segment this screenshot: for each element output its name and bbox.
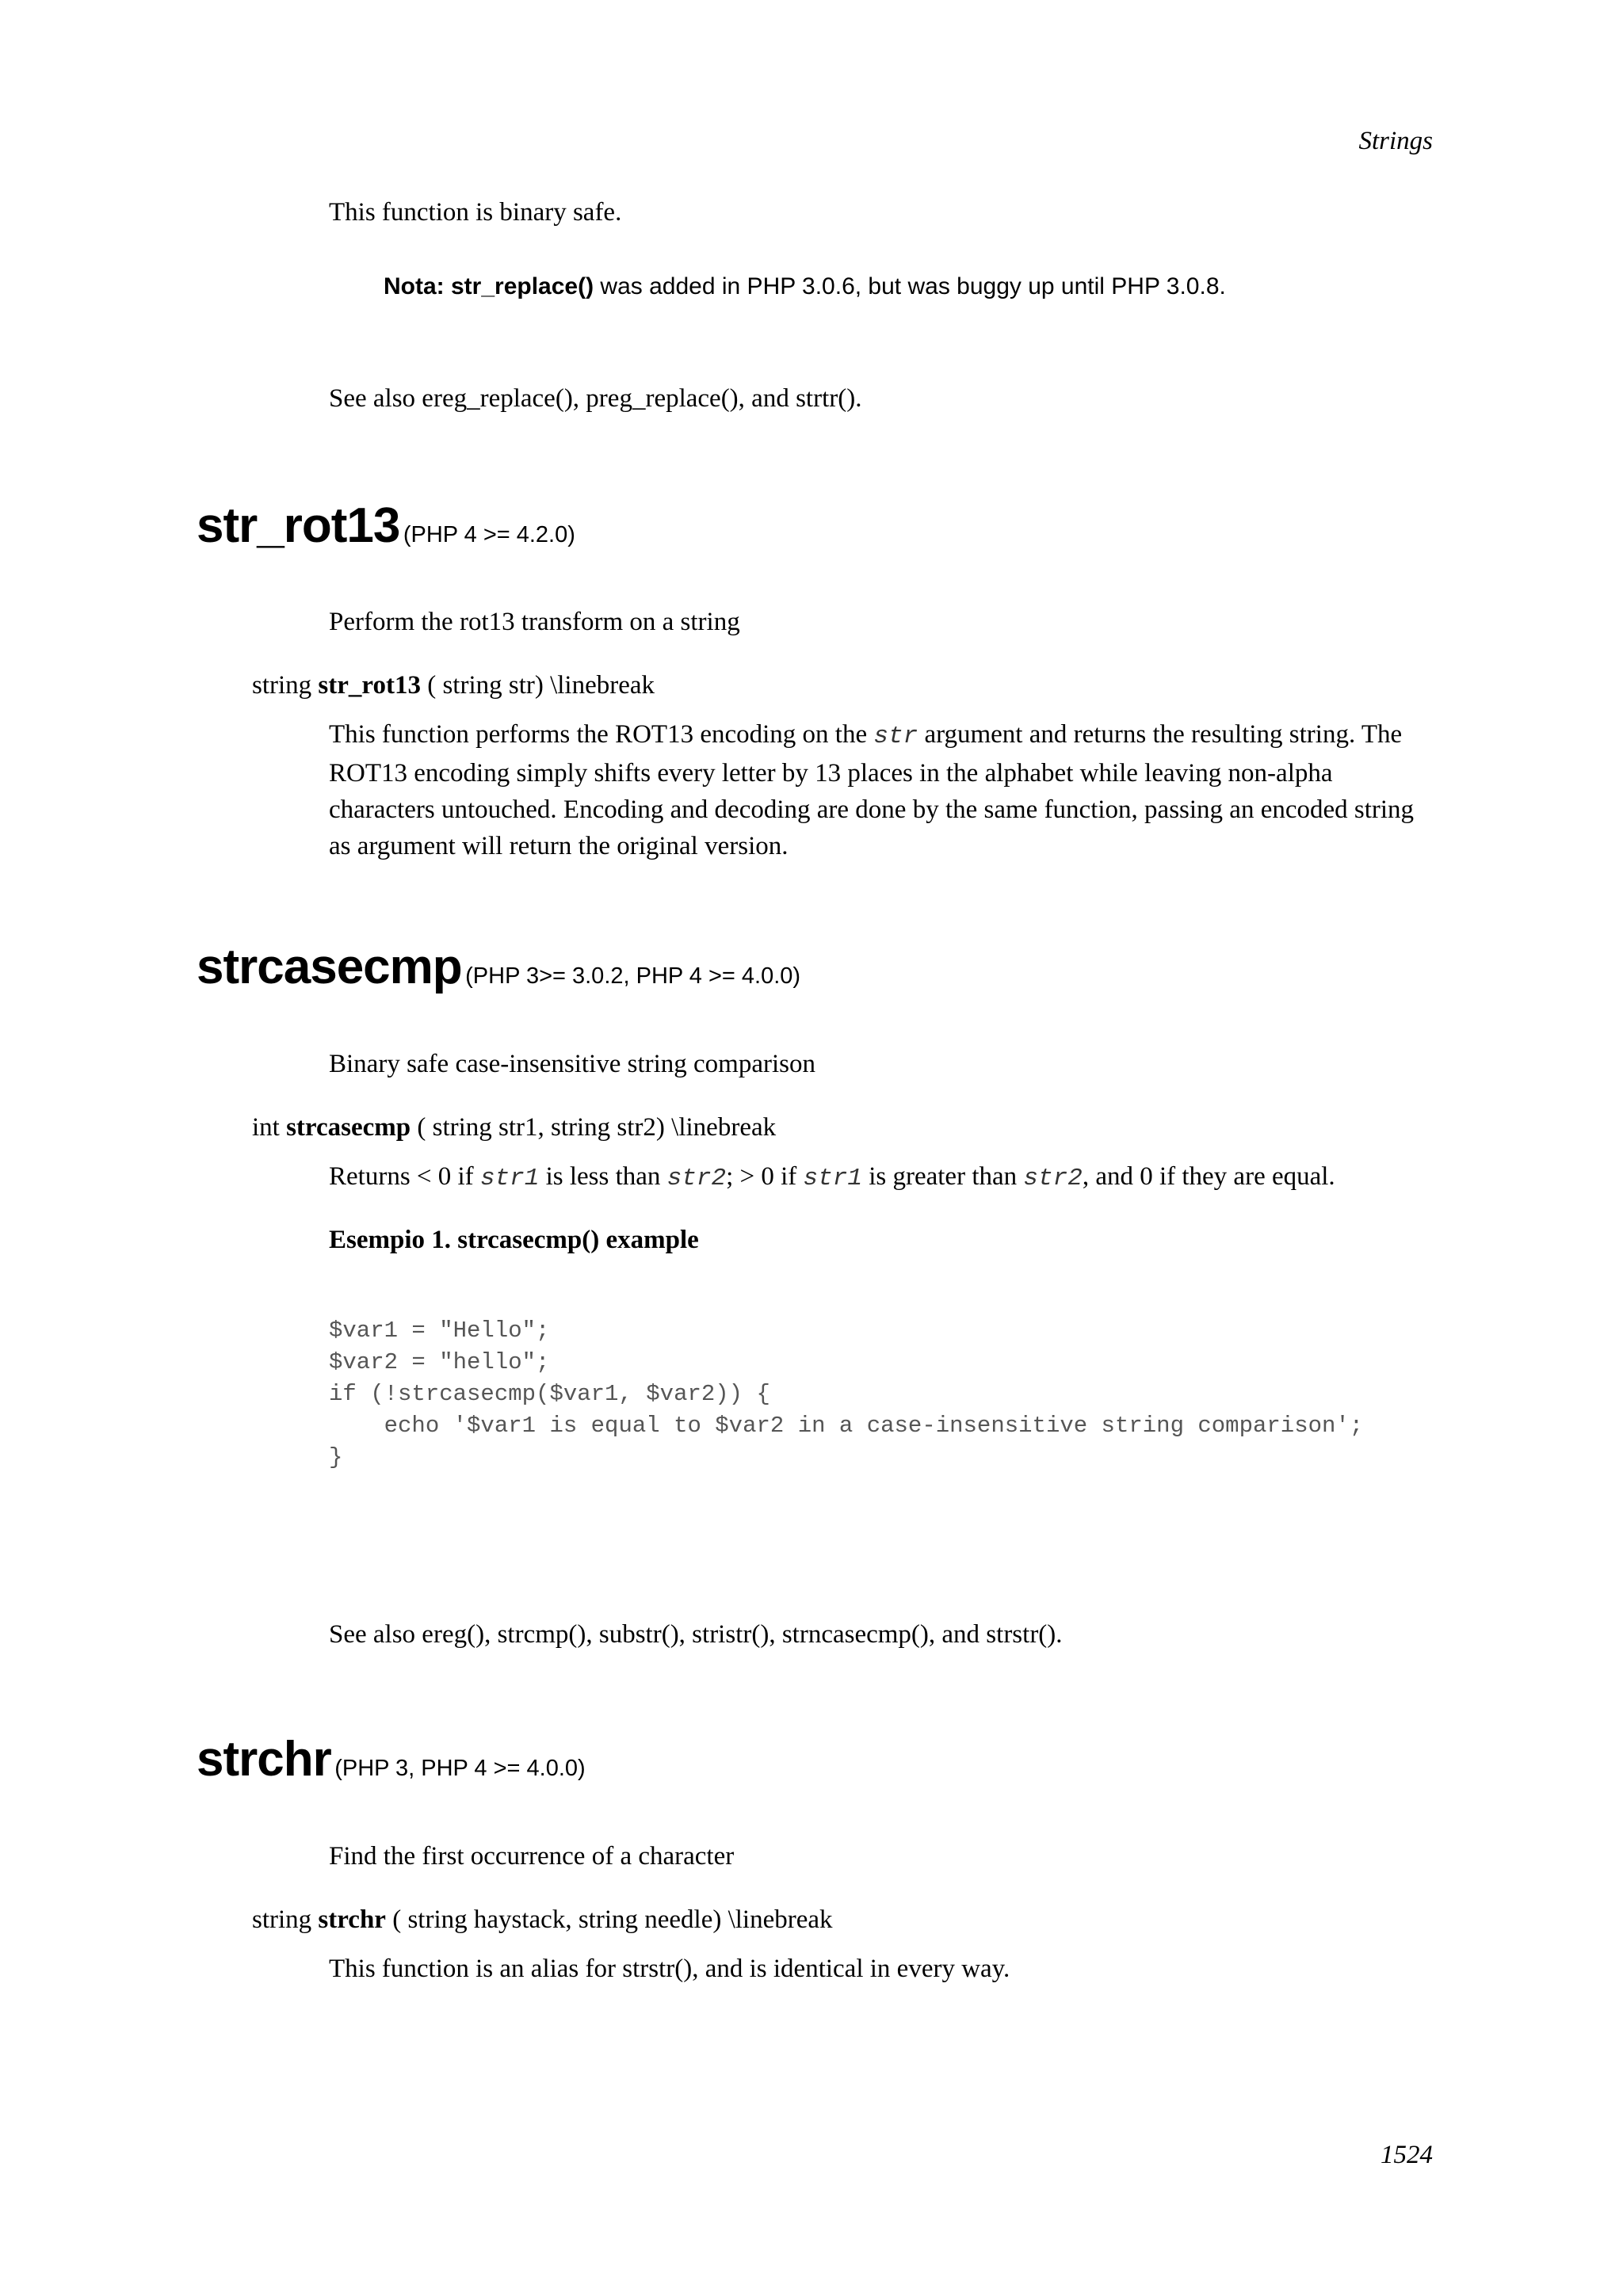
function-heading-strchr: [197, 1731, 586, 1787]
returns-text: ; > 0 if: [726, 1162, 804, 1191]
function-name: strchr: [197, 1732, 331, 1787]
page-number: 1524: [1381, 2141, 1433, 2169]
function-version: (PHP 3, PHP 4 >= 4.0.0): [334, 1756, 586, 1781]
synopsis-args: ( string haystack, string needle) \linebreak: [385, 1905, 833, 1934]
function-purpose: Find the first occurrence of a character: [329, 1842, 735, 1871]
desc-text: argument and returns the resulting string. The ROT13 encoding simply shifts every letter by 13 places in the alphabet while leaving non-alpha characters untouched. Encoding and decoding are done by the same function, passing an encoded string as argument will return the original version.: [329, 720, 1415, 860]
running-head: Strings: [1358, 127, 1433, 155]
return-values: [329, 1158, 1438, 1197]
returns-text: Returns < 0 if: [329, 1162, 480, 1191]
synopsis-name: strchr: [318, 1905, 386, 1934]
synopsis-args: ( string str) \linebreak: [420, 671, 655, 700]
returns-arg: str2: [666, 1165, 727, 1192]
note-label: Nota:: [384, 273, 445, 299]
desc-text: This function performs the ROT13 encoding on the: [329, 720, 874, 749]
function-synopsis: [252, 1901, 833, 1938]
function-version: (PHP 3>= 3.0.2, PHP 4 >= 4.0.0): [465, 963, 801, 989]
returns-text: is greater than: [861, 1162, 1024, 1191]
synopsis-type: string: [252, 671, 312, 700]
returns-arg: str1: [479, 1165, 540, 1192]
function-name: str_rot13: [197, 498, 400, 553]
synopsis-args: ( string str1, string str2) \linebreak: [411, 1113, 777, 1142]
function-name: strcasecmp: [197, 940, 462, 994]
function-heading-strcasecmp: [197, 939, 800, 995]
note: [384, 269, 1226, 304]
function-version: (PHP 4 >= 4.2.0): [403, 522, 575, 547]
note-function: str_replace(): [451, 273, 594, 299]
binary-safe-text: This function is binary safe.: [329, 198, 622, 227]
note-text: was added in PHP 3.0.6, but was buggy up until PHP 3.0.8.: [594, 273, 1226, 299]
code-example: $var1 = "Hello"; $var2 = "hello"; if (!strcasecmp($var1, $var2)) { echo '$var1 is equal to $var2 in a case-insensitive string comparison'; }: [329, 1318, 1364, 1470]
function-description: This function is an alias for strstr(), and is identical in every way.: [329, 1955, 1010, 1983]
desc-arg: str: [873, 723, 918, 750]
returns-text: is less than: [539, 1162, 667, 1191]
synopsis-name: str_rot13: [318, 671, 421, 700]
function-heading-str-rot13: [197, 498, 575, 554]
returns-arg: str2: [1023, 1165, 1083, 1192]
function-purpose: Perform the rot13 transform on a string: [329, 608, 740, 636]
example-title: Esempio 1. strcasecmp() example: [329, 1226, 699, 1254]
synopsis-type: string: [252, 1905, 312, 1934]
returns-arg: str1: [803, 1165, 862, 1192]
function-synopsis: [252, 667, 655, 704]
function-description: [329, 716, 1438, 864]
function-synopsis: [252, 1109, 776, 1146]
returns-text: , and 0 if they are equal.: [1082, 1162, 1335, 1191]
see-also-strcasecmp: See also ereg(), strcmp(), substr(), stristr(), strncasecmp(), and strstr().: [329, 1620, 1063, 1649]
synopsis-type: int: [252, 1113, 280, 1142]
synopsis-name: strcasecmp: [286, 1113, 411, 1142]
see-also-str-replace: See also ereg_replace(), preg_replace(), and strtr().: [329, 384, 862, 413]
function-purpose: Binary safe case-insensitive string comparison: [329, 1050, 815, 1078]
